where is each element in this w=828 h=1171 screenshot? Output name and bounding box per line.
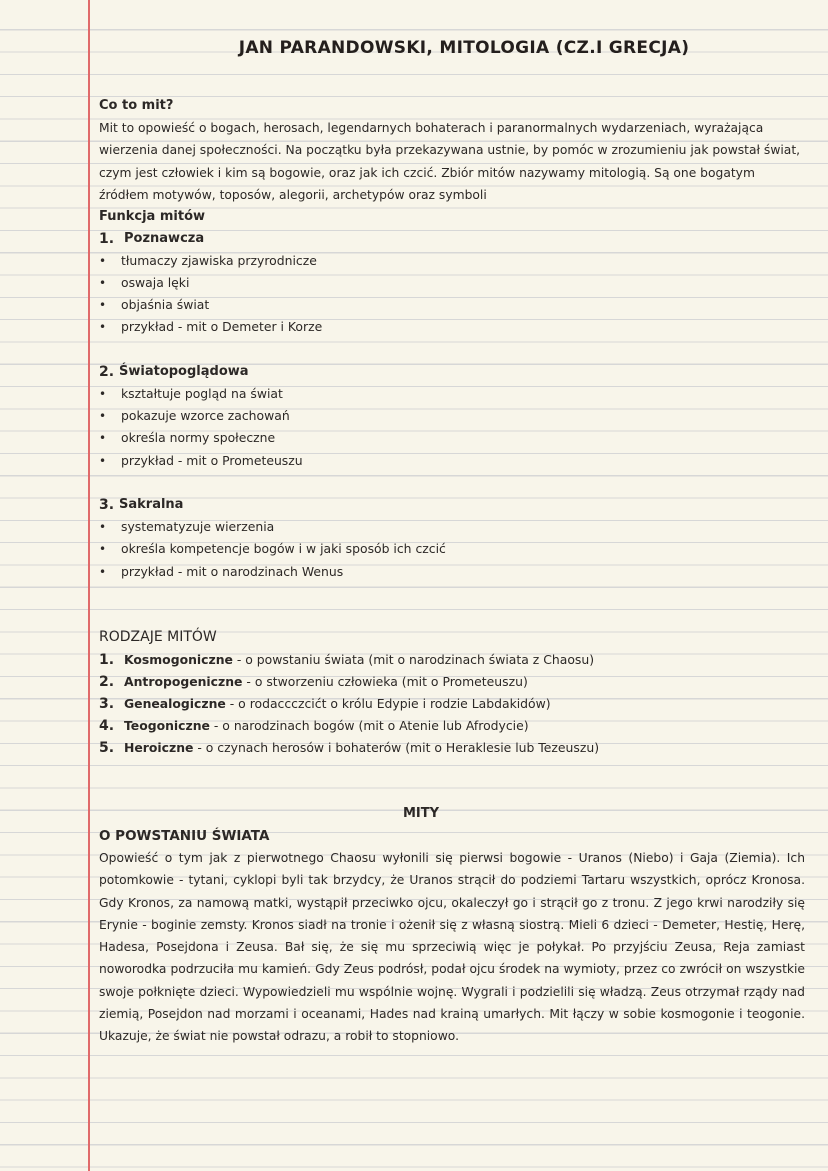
list-item: objaśnia świat (121, 297, 210, 312)
type-name: Kosmogoniczne (124, 652, 233, 667)
list-item: określa kompetencje bogów i w jaki sposób ich czcić (121, 541, 446, 556)
list-item: tłumaczy zjawiska przyrodnicze (121, 253, 317, 268)
bullet-icon: • (99, 542, 107, 556)
bullet-icon: • (99, 298, 107, 312)
type-number: 5. (99, 740, 115, 756)
type-number: 1. (99, 652, 115, 668)
intro-heading: Co to mit? (99, 98, 174, 113)
type-item (99, 693, 551, 715)
margin-line (88, 0, 90, 1171)
type-desc: - o rodaccczcićt o królu Edypie i rodzie Labdakidów) (225, 696, 551, 711)
myth-subheading: O POWSTANIU ŚWIATA (99, 828, 270, 844)
functions-heading: Funkcja mitów (99, 209, 206, 224)
bullet-icon: • (99, 454, 107, 468)
myth-paragraph: Opowieść o tym jak z pierwotnego Chaosu wyłonili się pierwsi bogowie - Uranos (Niebo) i Gaja (Ziemia). Ich potomkowie - tytani, cyklopi byli tak brzydcy, że Uranos strącił do podziemi Tartaru wszystkich, oprócz Kronosa. Gdy Kronos, za namową matki, wystąpił przeciwko ojcu, okaleczył go i strącił go z tronu. Z jego krwi narodziły się Erynie - boginie zemsty. Kronos siadł na tronie i ożenił się z własną siostrą. Mieli 6 dzieci - Demeter, Hestię, Herę, Hadesa, Posejdona i Zeusa. Bał się, że się mu sprzeciwią więc je połykał. Po przyjściu Zeusa, Reja zamiast noworodka podrzuciła mu kamień. Gdy Zeus podrósł, podał ojcu środek na wymioty, przez co zwrócił on wszystkie swoje połknięte dzieci. Wypowiedzieli mu wspólnie wojnę. Wygrali i podzielili się władzą. Zeus otrzymał rządy nad ziemią, Posejdon nad morzami i oceanami, Hades nad krainą umarłych. Mit łączy w sobie kosmogonie i teogonie. Ukazuje, że świat nie powstał odrazu, a robił to stopniowo. (99, 851, 805, 1044)
list-item: systematyzuje wierzenia (121, 519, 275, 534)
list-item: określa normy społeczne (121, 430, 276, 445)
type-item (99, 715, 529, 737)
type-name: Antropogeniczne (124, 674, 243, 689)
function-number: 3. (99, 497, 115, 513)
type-number: 3. (99, 696, 115, 712)
list-item: przykład - mit o narodzinach Wenus (121, 564, 344, 579)
function-title-swiatopogladowa: Światopoglądowa (119, 364, 249, 379)
type-name: Genealogiczne (124, 696, 226, 711)
type-item (99, 671, 528, 693)
intro-paragraph: Mit to opowieść o bogach, herosach, legendarnych bohaterach i paranormalnych wydarzeniach, wyrażająca wierzenia danej społeczności. Na początku była przekazywana ustnie, by pomóc w zrozumieniu jak powstał świat, czym jest człowiek i kim są bogowie, oraz jak ich czcić. Zbiór mitów nazywamy mitologią. Są one bogatym źródłem motywów, toposów, alegorii, archetypów oraz symboli (99, 121, 801, 202)
type-item (99, 737, 599, 759)
bullet-icon: • (99, 320, 107, 334)
function-title-poznawcza: Poznawcza (124, 231, 205, 246)
type-item (99, 649, 594, 671)
page-title: JAN PARANDOWSKI, MITOLOGIA (CZ.I GRECJA) (238, 38, 690, 58)
function-title-sakralna: Sakralna (119, 497, 184, 512)
type-desc: - o powstaniu świata (mit o narodzinach świata z Chaosu) (232, 652, 595, 667)
bullet-icon: • (99, 520, 107, 534)
list-item: przykład - mit o Prometeuszu (121, 453, 303, 468)
type-number: 2. (99, 674, 115, 690)
list-item: przykład - mit o Demeter i Korze (121, 319, 323, 334)
list-item: oswaja lęki (121, 275, 190, 290)
list-item: kształtuje pogląd na świat (121, 386, 283, 401)
function-number: 1. (99, 231, 115, 247)
function-number: 2. (99, 364, 115, 380)
type-desc: - o stworzeniu człowieka (mit o Prometeuszu) (242, 674, 528, 689)
type-desc: - o narodzinach bogów (mit o Atenie lub Afrodycie) (209, 718, 529, 733)
bullet-icon: • (99, 431, 107, 445)
type-name: Teogoniczne (124, 718, 210, 733)
bullet-icon: • (99, 409, 107, 423)
myths-heading: MITY (402, 806, 440, 821)
type-number: 4. (99, 718, 115, 734)
type-name: Heroiczne (124, 740, 194, 755)
bullet-icon: • (99, 387, 107, 401)
types-heading: RODZAJE MITÓW (99, 629, 217, 645)
bullet-icon: • (99, 254, 107, 268)
type-desc: - o czynach herosów i bohaterów (mit o Heraklesie lub Tezeuszu) (193, 740, 600, 755)
list-item: pokazuje wzorce zachowań (121, 408, 290, 423)
bullet-icon: • (99, 276, 107, 290)
bullet-icon: • (99, 565, 107, 579)
